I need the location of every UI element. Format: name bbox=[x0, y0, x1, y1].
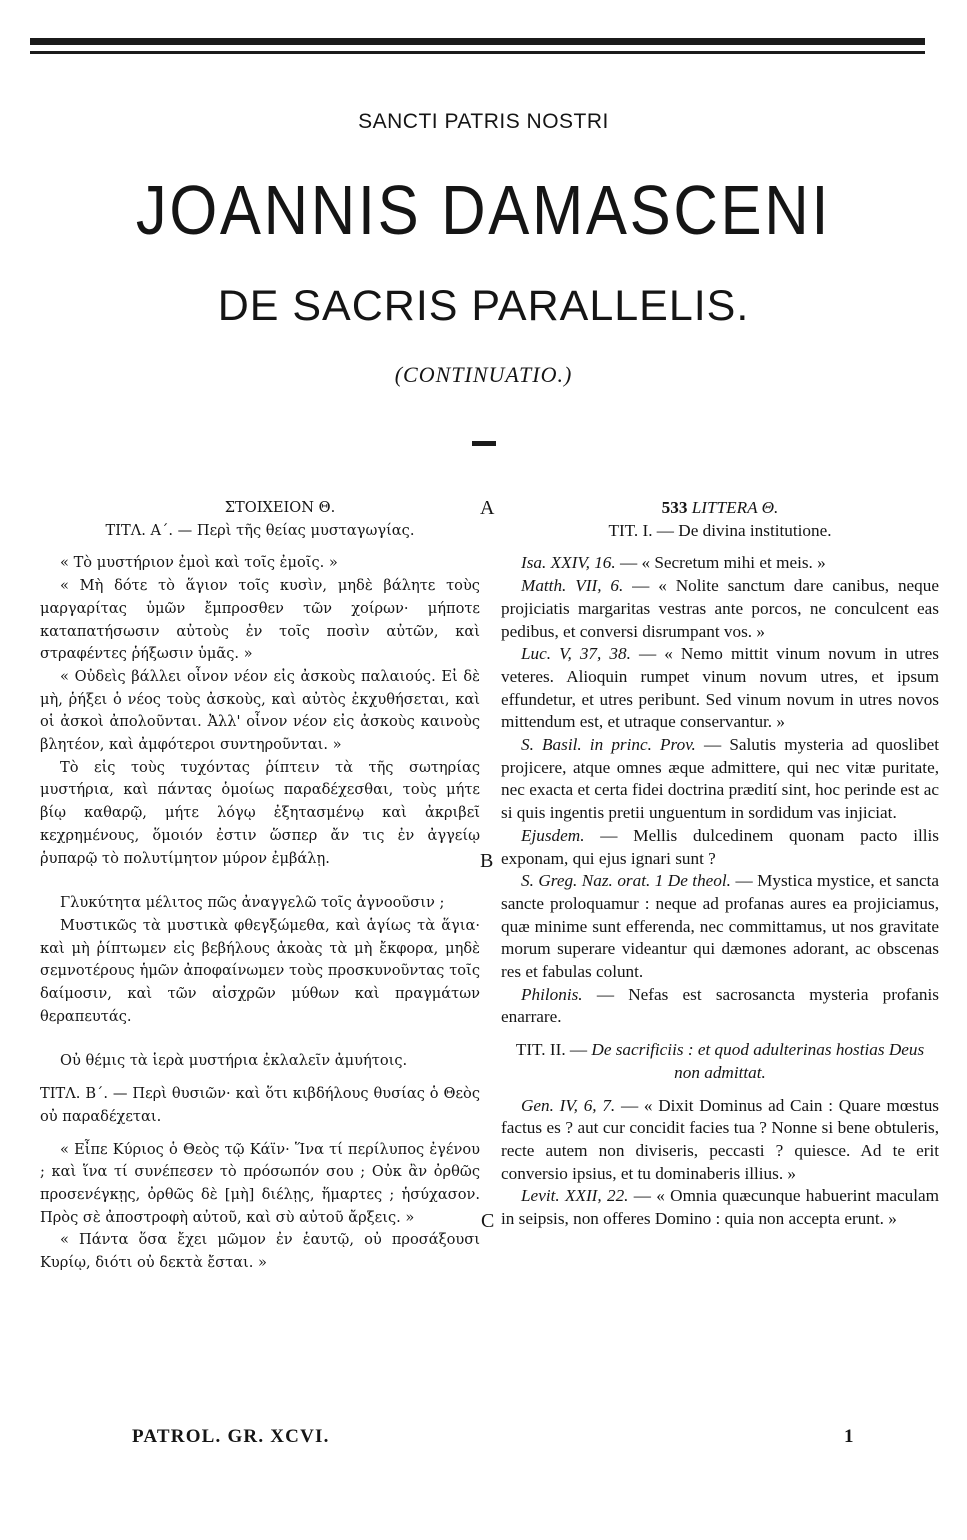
greek-paragraph: Μυστικῶς τὰ μυστικὰ φθεγξώμεθα, καὶ ἁγίως τὰ ἅγια· καὶ μὴ ῥίπτωμεν εἰς βεβήλους ἀκοὰς τὰ μὴ ἔκφορα, μηδὲ σεμνοτέρους ἡμῶν ἀποφαίνωμεν τοὺς προσκυνοῦντας τοῖς δαίμοσιν, καὶ τῶν αἰσχρῶν μύθων καὶ πραγμάτων θεραπευτάς. bbox=[40, 916, 480, 1025]
latin-entry: Levit. XXII, 22. — « Omnia quæcunque habuerint maculam in seipsis, non offeres Domino : quia non accepta erunt. » bbox=[501, 1186, 939, 1229]
author-title: JOANNIS DAMASCENI bbox=[135, 171, 832, 249]
continuation-label: (CONTINUATIO.) bbox=[394, 362, 573, 387]
latin-entry: Gen. IV, 6, 7. — « Dixit Dominus ad Cain : Quare mœstus factus es ? aut cur concidit facies tua ? Nonne si bene obtuleris, recte autem non diviseris, peccasti ? quiesce. Ad te erit conversio ipsius, et tu dominaberis illius. » bbox=[501, 1095, 939, 1183]
page-number: 533 bbox=[661, 498, 688, 517]
greek-paragraph: « Μὴ δότε τὸ ἅγιον τοῖς κυσὶν, μηδὲ βάλητε τοὺς μαργαρίτας ὑμῶν ἔμπροσθεν τῶν χοίρων· μήποτε καταπατήσωσιν αὐτοὺς ἐν τοῖς ποσὶν αὐτῶν, καὶ στραφέντες ῥήξωσιν ὑμᾶς. » bbox=[40, 577, 480, 663]
latin-entry: Luc. V, 37, 38. — « Nemo mittit vinum novum in utres veteres. Alioquin rumpet vinum novum utres, et ipsum effundetur, et utres peribunt. Sed vinum novum in utres novos mittendum est, et utraque conservantur. » bbox=[501, 644, 939, 732]
latin-column bbox=[501, 497, 939, 1231]
latin-entry: Philonis. — Nefas est sacrosancta mysteria profanis enarrare. bbox=[501, 984, 939, 1027]
latin-entry: S. Basil. in princ. Prov. — Salutis mysteria ad quoslibet projicere, atque omnes æque admittere, qui nec vitæ puritate, nec exacta et certa fidei doctrina prædití sint, hoc perinde est ac si quis ingentis pretii unguentum in sordidum vas injiciat. bbox=[501, 735, 939, 823]
greek-title-1: ΤΙΤΛ. Α΄. — Περὶ τῆς θείας μυσταγωγίας. bbox=[105, 521, 415, 539]
latin-entry: Matth. VII, 6. — « Nolite sanctum dare canibus, neque projiciatis margaritas vestras ante porcos, ne conculcent eas pedibus, et conversi disrumpant vos. » bbox=[501, 576, 939, 641]
greek-paragraph: « Οὐδεὶς βάλλει οἶνον νέον εἰς ἀσκοὺς παλαιούς. Εἰ δὲ μὴ, ῥήξει ὁ νέος τοὺς ἀσκοὺς, καὶ αὐτὸς ἐκχυθήσεται, καὶ οἱ ἀσκοὶ ἀπολοῦνται. Ἀλλ' οἶνον νέον εἰς ἀσκοὺς καινοὺς βλητέον, καὶ ἀμφότεροι συντηροῦνται. » bbox=[40, 667, 480, 754]
greek-paragraph: « Πάντα ὅσα ἔχει μῶμον ἐν ἑαυτῷ, οὐ προσάξουσι Κυρίῳ, διότι οὐ δεκτὰ ἔσται. » bbox=[40, 1231, 480, 1272]
latin-entry: Isa. XXIV, 16. — « Secretum mihi et meis. » bbox=[521, 553, 826, 573]
greek-paragraph: Γλυκύτητα μέλιτος πῶς ἀναγγελῶ τοῖς ἀγνοοῦσιν ; bbox=[60, 894, 445, 912]
title-dash-divider bbox=[472, 441, 496, 446]
top-border-rule bbox=[30, 38, 925, 54]
work-title: DE SACRIS PARALLELIS. bbox=[217, 282, 750, 330]
greek-section-heading: ΣΤΟΙΧΕΙΟΝ Θ. bbox=[224, 499, 336, 516]
footer-signature-number: 1 bbox=[844, 1426, 855, 1447]
header-kicker: SANCTI PATRIS NOSTRI bbox=[358, 110, 609, 133]
margin-letter-b: B bbox=[480, 850, 494, 872]
latin-entry: Ejusdem. — Mellis dulcedinem quonam pacto illis exponam, qui ejus ignari sunt ? bbox=[501, 825, 939, 868]
greek-paragraph: « Τὸ μυστήριον ἐμοὶ καὶ τοῖς ἐμοῖς. » bbox=[60, 554, 338, 572]
greek-paragraph: Τὸ εἰς τοὺς τυχόντας ῥίπτειν τὰ τῆς σωτηρίας μυστήρια, καὶ πάντας ὁμοίως παραδέχεσθαι, τοὺς μήτε βίῳ καθαρῷ, μήτε λόγῳ ἐξητασμένῳ καὶ ἀκριβεῖ κεχρημένους, ὅμοιόν ἐστιν ὥσπερ ἄν τις ἐν ἀγγείῳ ῥυπαρῷ τὸ πολυτίμητον μύρον ἐμβάλῃ. bbox=[40, 758, 480, 867]
latin-section-heading bbox=[501, 497, 939, 520]
latin-entry: S. Greg. Naz. orat. 1 De theol. — Mystica mystice, et sancta sancte proloquamur : neque ad profanas aures ea projiciamus, quæ minime sunt efferenda, nec committamus, ut nos gravitate morum superare videantur qui dæmones adorant, ac obscenas res et fabulas colunt. bbox=[501, 871, 939, 982]
greek-paragraph: Οὐ θέμις τὰ ἱερὰ μυστήρια ἐκλαλεῖν ἀμυήτοις. bbox=[60, 1052, 408, 1070]
greek-title-2: ΤΙΤΛ. Β΄. — Περὶ θυσιῶν· καὶ ὅτι κιβδήλους θυσίας ὁ Θεὸς οὐ παραδέχεται. bbox=[40, 1085, 480, 1125]
latin-title-1: TIT. I. — De divina institutione. bbox=[608, 520, 832, 540]
latin-title-2: TIT. II. — De sacrificiis : et quod adulterinas hostias Deus non admittat. bbox=[515, 1040, 925, 1082]
greek-paragraph: « Εἶπε Κύριος ὁ Θεὸς τῷ Κάϊν· Ἵνα τί περίλυπος ἐγένου ; καὶ ἵνα τί συνέπεσεν τὸ πρόσωπόν σου ; Οὐκ ἂν ὀρθῶς προσενέγκῃς, ὀρθῶς δὲ [μὴ] διέλῃς, ἥμαρτες ; ἡσύχασον. Πρὸς σὲ ἀποστροφὴ αὐτοῦ, καὶ σὺ αὐτοῦ ἄρξεις. » bbox=[40, 1140, 480, 1226]
greek-column bbox=[40, 497, 480, 1275]
margin-letter-c: C bbox=[481, 1210, 495, 1232]
latin-heading-text: LITTERA Θ. bbox=[691, 498, 779, 517]
margin-letter-a: A bbox=[480, 497, 495, 519]
footer-series-label: PATROL. GR. XCVI. bbox=[132, 1426, 330, 1447]
